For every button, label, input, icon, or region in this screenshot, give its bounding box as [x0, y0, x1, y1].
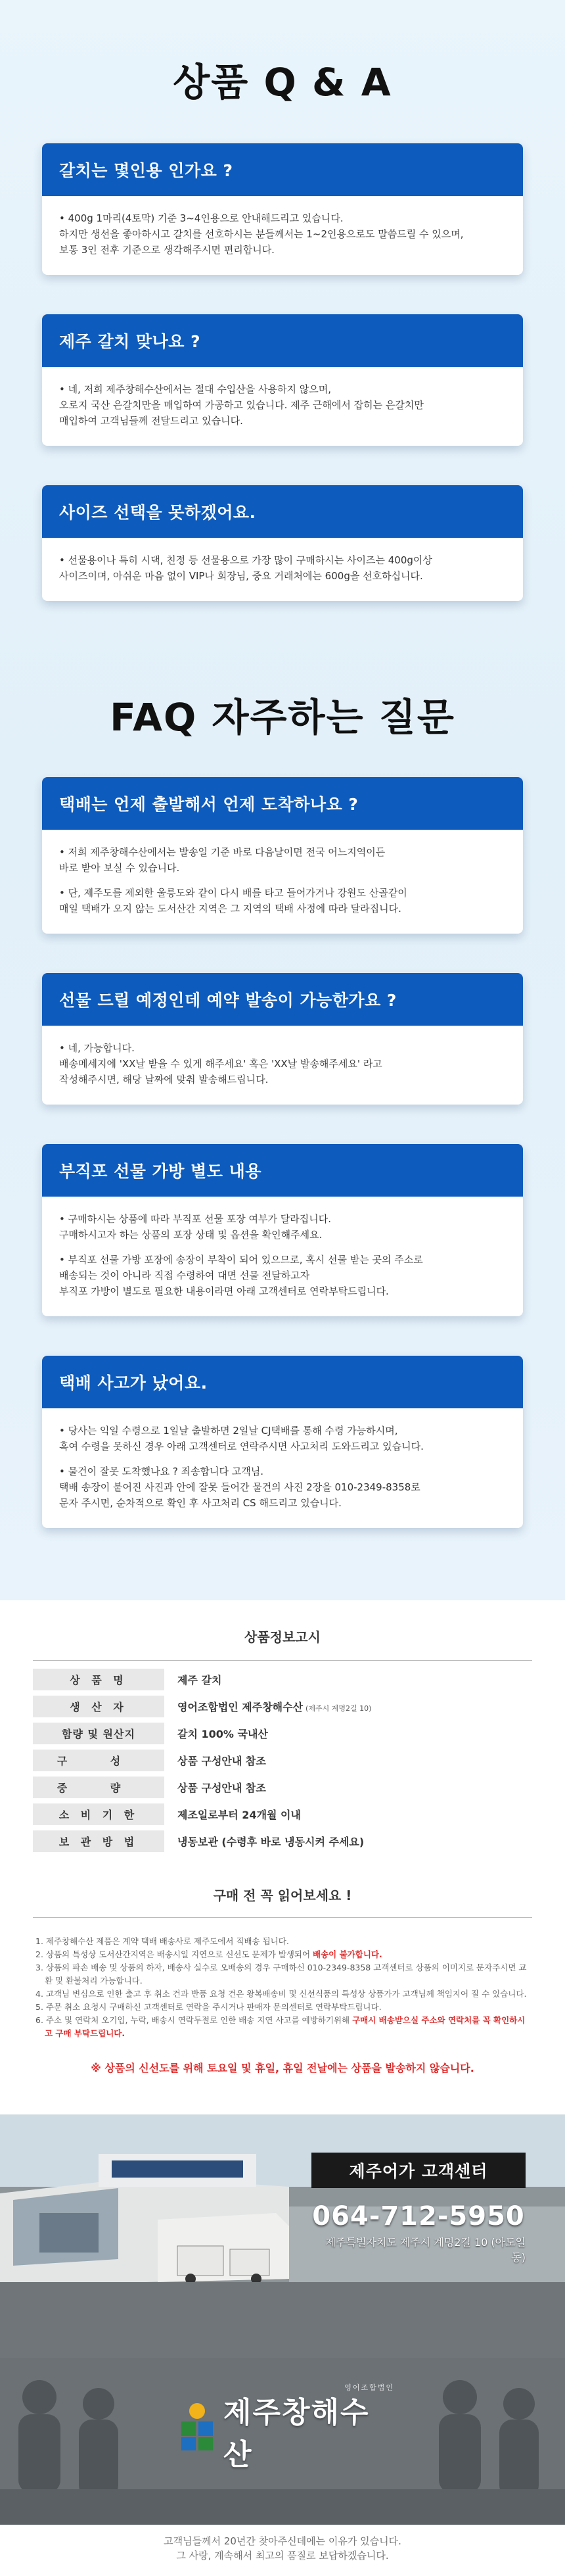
info-row	[33, 1801, 532, 1828]
notice-text: 5. 주문 취소 요청시 구매하신 고객센터로 연락을 주시거나 판매자 문의센터로 연락부탁드립니다.	[35, 2002, 382, 2012]
info-value-text: 갈치 100% 국내산	[177, 1728, 268, 1740]
notice-text: 2. 상품의 특성상 도서산간지역은 배송시일 지연으로 신선도 문제가 발생되어	[35, 1949, 313, 1959]
faq-card	[42, 1144, 523, 1316]
qa-answer-line: 사이즈이며, 아쉬운 마음 없이 VIP나 회장님, 중요 거래처에는 600g을 선호하십니다.	[59, 570, 423, 582]
qa-question: 갈치는 몇인용 인가요 ?	[42, 143, 523, 196]
info-value	[164, 1807, 301, 1822]
notice-item	[33, 2014, 532, 2040]
qa-card	[42, 143, 523, 275]
info-row	[33, 1720, 532, 1747]
faq-answer-line: • 당사는 익일 수령으로 1일날 출발하면 2일날 CJ택배를 통해 수령 가능하시며,	[59, 1425, 398, 1437]
product-info-section	[0, 1600, 565, 2114]
faq-answer-line: • 물건이 잘못 도착했나요 ? 죄송합니다 고객님.	[59, 1466, 264, 1477]
info-label: 보 관 방 법	[33, 1830, 164, 1852]
qa-answer-line: 하지만 생선을 좋아하시고 갈치를 선호하시는 분들께서는 1~2인용으로도 말씀드릴 수 있으며,	[59, 228, 464, 240]
notice-item	[33, 1961, 532, 1988]
info-label: 중 량	[33, 1777, 164, 1798]
qa-card	[42, 485, 523, 601]
info-value-text: 상품 구성안내 참조	[177, 1755, 266, 1767]
qa-question: 제주 갈치 맞나요 ?	[42, 314, 523, 367]
notice-highlight: 구매시 배송받으실 주소와 연락처를 꼭 확인하시고 구매 부탁드립니다.	[45, 2015, 526, 2038]
info-value	[164, 1672, 221, 1687]
info-label: 소 비 기 한	[33, 1803, 164, 1825]
info-label: 생 산 자	[33, 1696, 164, 1717]
product-info-title: 상품정보고시	[33, 1627, 532, 1661]
customer-center-address: 제주특별자치도 제주시 계명2길 10 (아도일동)	[325, 2236, 526, 2264]
brand-section	[0, 2358, 565, 2525]
faq-answer-line: 배송되는 것이 아니라 직접 수령하여 대면 선물 전달하고자	[59, 1270, 310, 1281]
faq-section-title: FAQ 자주하는 질문	[110, 695, 455, 740]
info-label: 구 성	[33, 1750, 164, 1771]
info-label: 상 품 명	[33, 1669, 164, 1690]
info-value	[164, 1834, 364, 1849]
notice-text: 6. 주소 및 연락처 오기입, 누락, 배송시 연락두절로 인한 배송 지연 사고를 예방하기위해	[35, 2015, 353, 2025]
faq-answer-line: 배송메세지에 'XX날 받을 수 있게 해주세요' 혹은 'XX날 발송해주세요' 라고	[59, 1058, 382, 1070]
info-value-text: 상품 구성안내 참조	[177, 1782, 266, 1794]
notice-text: 4. 고객님 변심으로 인한 출고 후 취소 건과 반품 요청 건은 왕복배송비 및 신선식품의 특성상 상품가가 고객님께 책임지어 질 수 있습니다.	[35, 1989, 527, 1999]
faq-answer-line: • 네, 가능합니다.	[59, 1042, 135, 1054]
faq-answer	[42, 1026, 523, 1105]
faq-card	[42, 777, 523, 934]
info-value	[164, 1753, 266, 1768]
faq-question: 선물 드릴 예정인데 예약 발송이 가능한가요 ?	[42, 973, 523, 1026]
faq-paragraph	[59, 1423, 506, 1454]
brand-text	[223, 2378, 394, 2473]
qa-question: 사이즈 선택을 못하겠어요.	[42, 485, 523, 538]
faq-answer-line: 구매하시고자 하는 상품의 포장 상태 및 옵션을 확인해주세요.	[59, 1229, 323, 1241]
faq-question: 택배 사고가 났어요.	[42, 1356, 523, 1408]
info-value-text: 냉동보관 (수령후 바로 냉동시켜 주세요)	[177, 1836, 365, 1848]
faq-answer-line: 택배 송장이 붙어진 사진과 안에 잘못 들어간 물건의 사진 2장을 010-2349-8358로	[59, 1481, 420, 1493]
info-value	[164, 1726, 268, 1741]
faq-card	[42, 973, 523, 1105]
notice-item	[33, 1935, 532, 1948]
faq-paragraph	[59, 844, 506, 876]
faq-answer-line: 바로 받아 보실 수 있습니다.	[59, 862, 180, 874]
info-row	[33, 1774, 532, 1801]
faq-answer-line: • 단, 제주도를 제외한 울릉도와 같이 다시 배를 타고 들어가거나 강원도 산골같이	[59, 887, 407, 899]
customer-center-label: 제주어가 고객센터	[311, 2153, 526, 2188]
notice-text: 3. 상품의 파손 배송 및 상품의 하자, 배송사 실수로 오배송의 경우 구매하신 010-2349-8358 고객센터로 상품의 이미지로 문자주시면 교환 및 환불처리 가능합니다.	[35, 1963, 527, 1986]
notice-list	[33, 1935, 532, 2040]
qa-answer	[42, 196, 523, 275]
notice-item	[33, 1948, 532, 1961]
info-value-text: 제주 갈치	[177, 1674, 222, 1686]
shipping-warning: ※ 상품의 신선도를 위해 토요일 및 휴일, 휴일 전날에는 상품을 발송하지 않습니다.	[91, 2062, 474, 2074]
info-row	[33, 1747, 532, 1774]
qa-answer	[42, 538, 523, 601]
faq-answer-line: • 구매하시는 상품에 따라 부직포 선물 포장 여부가 달라집니다.	[59, 1213, 332, 1225]
qa-answer-line: 보통 3인 전후 기준으로 생각해주시면 편리합니다.	[59, 244, 275, 256]
faq-answer-line: • 저희 제주창해수산에서는 발송일 기준 바로 다음날이면 전국 어느지역이든	[59, 846, 386, 858]
info-row	[33, 1693, 532, 1720]
faq-paragraph	[59, 1252, 506, 1299]
customer-center-phone[interactable]: 064-712-5950	[312, 2201, 525, 2231]
customer-center-box	[311, 2153, 526, 2264]
footer-line: 그 사랑, 계속해서 최고의 품질로 보답하겠습니다.	[176, 2550, 389, 2562]
info-value	[164, 1780, 266, 1795]
info-label: 함량 및 원산지	[33, 1723, 164, 1744]
faq-paragraph	[59, 1211, 506, 1243]
qa-answer-line: • 400g 1마리(4토막) 기준 3~4인용으로 안내해드리고 있습니다.	[59, 212, 344, 224]
faq-question: 부직포 선물 가방 별도 내용	[42, 1144, 523, 1197]
footer-line: 고객님들께서 20년간 찾아주신데에는 이유가 있습니다.	[164, 2535, 401, 2547]
info-value-note: (제주시 계명2길 10)	[305, 1704, 372, 1713]
notice-title: 구매 전 꼭 읽어보세요 !	[33, 1885, 532, 1918]
notice-text: 1. 제주창해수산 제품은 계약 택배 배송사로 제주도에서 직배송 됩니다.	[35, 1936, 289, 1946]
faq-answer-line: 부직포 가방이 별도로 필요한 내용이라면 아래 고객센터로 연락부탁드립니다.	[59, 1285, 389, 1297]
notice-item	[33, 2001, 532, 2014]
faq-answer-line: 문자 주시면, 순차적으로 확인 후 사고처리 CS 해드리고 있습니다.	[59, 1497, 342, 1509]
faq-answer	[42, 1197, 523, 1316]
info-value-text: 제조일로부터 24개월 이내	[177, 1809, 301, 1821]
brand-name: 제주창해수산	[223, 2396, 370, 2471]
faq-answer	[42, 1408, 523, 1528]
qa-card	[42, 314, 523, 446]
faq-paragraph	[59, 1040, 506, 1087]
faq-paragraph	[59, 1464, 506, 1511]
qa-answer-line: • 네, 저희 제주창해수산에서는 절대 수입산을 사용하지 않으며,	[59, 383, 332, 395]
qa-section-title: 상품 Q & A	[173, 60, 392, 105]
qa-answer	[42, 367, 523, 446]
brand-logo	[177, 2383, 394, 2471]
faq-answer-line: 혹여 수령을 못하신 경우 아래 고객센터로 연락주시면 사고처리 도와드리고 있습니다.	[59, 1441, 424, 1452]
info-value	[164, 1699, 371, 1714]
info-row	[33, 1828, 532, 1855]
footer-message	[0, 2525, 565, 2576]
faq-answer-line: • 부직포 선물 가방 포장에 송장이 부착이 되어 있으므로, 혹시 선물 받는 곳의 주소로	[59, 1254, 423, 1266]
faq-paragraph	[59, 885, 506, 917]
qa-answer-line: 오로지 국산 은갈치만을 매입하여 가공하고 있습니다. 제주 근해에서 잡히는 은갈치만	[59, 399, 424, 411]
faq-answer	[42, 830, 523, 934]
qa-answer-line: 매입하여 고객님들께 전달드리고 있습니다.	[59, 415, 243, 427]
qa-answer-line: • 선물용이나 특히 시댁, 친정 등 선물용으로 가장 많이 구매하시는 사이즈는 400g이상	[59, 554, 432, 566]
faq-card	[42, 1356, 523, 1528]
product-info-table	[33, 1666, 532, 1855]
faq-question: 택배는 언제 출발해서 언제 도착하나요 ?	[42, 777, 523, 830]
info-value-text: 영어조합법인 제주창해수산	[177, 1701, 304, 1713]
customer-center-section	[0, 2114, 565, 2358]
notice-item	[33, 1988, 532, 2001]
faq-answer-line: 매일 택배가 오지 않는 도서산간 지역은 그 지역의 택배 사정에 따라 달라집니다.	[59, 903, 401, 915]
brand-subtitle: 영어조합법인	[344, 2383, 394, 2392]
brand-mark-icon	[177, 2399, 217, 2452]
faq-answer-line: 작성해주시면, 해당 날짜에 맞춰 발송해드립니다.	[59, 1074, 269, 1085]
notice-highlight: 배송이 불가합니다.	[313, 1949, 382, 1959]
info-row	[33, 1666, 532, 1693]
